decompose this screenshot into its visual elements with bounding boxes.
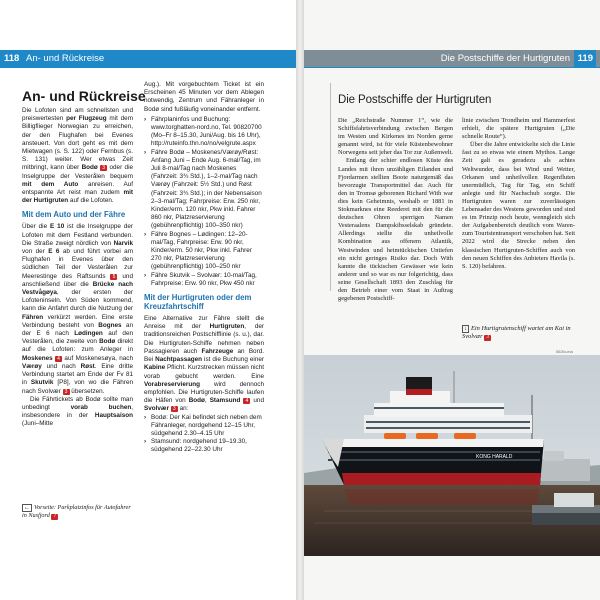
list-item-bodo-kai: › Bodø: Der Kai befindet sich neben dem Fähranleger, nordgehend 12–15 Uhr, südgehend 2.30–4.15 Uhr [144, 413, 262, 437]
caption-arrow-icon: ↓ [464, 326, 467, 332]
right-header-title: Die Postschiffe der Hurtigruten [440, 53, 570, 64]
ticket-paragraph: Die Fährtickets ab Bodø sollte man unbedingt vorab buchen, insbesondere in der Hauptsaison (Juni–Mitte [22, 395, 133, 428]
bullet-arrow-icon: › [144, 271, 147, 279]
bullet-arrow-icon: › [144, 115, 147, 123]
list-item-bodo-moskenes: › Fähre Bodø – Moskenes/Værøy/Røst: Anfang Juni – Ende Aug. 6-mal/Tag, im Juli 8-mal/Tag nach Moskenes (Fahrzeit: 3¾ Std.), 1–2-mal/Tag nach Værøy (Fahrzeit: 5½ Std.) und Røst (Fahrzeit: 3¾ Std.); in der Nebensaison 2–3-mal/Tag; Fahrpreise: Erw. 250 nkr, Kinder/erm. 120 nkr, Pkw inkl. Fahrer 860 nkr, Platzreservierung (gebührenpflichtig) 100–350 nkr) [144, 148, 262, 230]
left-header-title: An- und Rückreise [26, 53, 105, 64]
hurtigruten-paragraph: Eine Alternative zur Fähre stellt die Anreise mit der Hurtigruten, der traditionsreichen Postschifflinie (s. u.), dar. Die Hurtigruten-Schiffe nehmen neben Passagieren auch Fahrzeuge an Bord. Bei Nachtpassagen ist die Buchung einer Kabine Pflicht. Kurzstrecken müssen nicht vorab gebucht werden. Eine Vorabreservierung wird dennoch empfohlen. Die Hurtigruten-Schiffe laufen die Häfen von Bodø, Stamsund 4 und Svolvær 3 an: [144, 315, 264, 413]
photo-credit: 062lo-ma [556, 349, 573, 354]
right-header-rule [304, 67, 600, 68]
infobox-paragraph-1: Die „Reichstraße Nummer 1“, wie die Schiffsfahrtsverbindung zwischen Bergen im Westen und Kirkenes im Norden gerne genannt wird, ist für viele Küstenbewohner Norwegens seit jeher das Tor zur Außenwelt. [338, 117, 453, 157]
subheading-hurtigruten: Mit der Hurtigruten oder dem Kreuzfahrtschiff [144, 293, 252, 312]
infobox-paragraph-2: Entlang der schier endlosen Küste des Landes mit ihren unzähligen Eilanden und Fjordarmen stellten Boote naturgemäß das bevorzugte Transportmittel dar. Auch für den in Tromsø geborenen Richard With war dies kein Geheimnis, weshalb er 1881 in Stokmarknes eine Reederei mit den für die deutschen Ohren sperrigen Namen Vesteraalens Dampskibsselskab gründete. Allerdings stellte die unheilvolle Kombination aus offenem Atlantik, Westwinden und heimtückischen Untiefen ein nicht geringes Risiko dar. Doch With kannte die tückischen Gewässer wie kein anderer und so war es nur folgerichtig, dass seine Gesellschaft 1893 den Zuschlag für den Betrieb einer vom Staat in Auftrag gegebenen Postschiff- [338, 157, 453, 303]
left-page [0, 0, 296, 600]
auto-paragraph: Über die E 10 ist die Inselgruppe der Lofoten mit dem Festland verbunden. Die Straße zweigt nördlich von Narvik von der E 6 ab und führt vorbei am Flughafen in Evenes über den südlichen Teil der Vesterålen zur Meerestinge des Raftsunds 5 und anschließend über die Brücke nach Vestvågøya, der ersten der Lofoteninseln. Von Süden kommend, kann die Anfahrt durch die Nutzung der Fähren verkürzt werden. Eine erste Verbindung besteht von Bognes an der E 6 nach Lødingen auf den Vesterålen, die zweite von Bodø direkt auf die Lofoten: zum Anleger in Moskenes 4 auf Moskenesøya, nach Værøy und nach Røst. Eine dritte Verbindung startet am Ende der Fv 81 in Skutvik [P8], von wo die Fähren nach Svolvær 3 übersetzen. [22, 223, 134, 395]
book-gutter [296, 0, 304, 600]
left-header-rule [0, 67, 296, 68]
map-marker-3: 3 [484, 335, 491, 341]
infobox-column-a [338, 117, 453, 303]
list-item-stamsund: › Stamsund: nordgehend 19–19.30, südgehend 22–22.30 Uhr [144, 438, 247, 454]
subheading-auto-faehre: Mit dem Auto und der Fähre [22, 210, 126, 220]
bullet-arrow-icon: › [144, 148, 147, 156]
bullet-arrow-icon: › [144, 438, 147, 446]
ship-photo [304, 355, 600, 556]
infobox-paragraph-4: Über die Jahre entwickelte sich die Linie fast zu so etwas wie einem Mythos. Lange Zeit galt es geradezu als achtes Weltwunder, dass bei Wind und Wetter, Orkanen und unheilvollen Regenfluten unermüdlich, Tag für Tag, ein Schiff anlegte und für Nachschub sorgte. Die Hurtigruten waren zur zuverlässigen Lebensader des Westens geworden und sind es im Prinzip noch heute, wenngleich sich der Aufgabenbereich deutlich vom Waren- zum Touristentransport verschoben hat. Seit 2022 wird die Strecke neben den klassischen Hurtigruten-Schiffen auch von den neuen Schiffen des Anbieters Havila (s. S. 120) befahren. [462, 141, 575, 270]
ship-illustration [304, 355, 600, 556]
list-item-faehrplan: › Fährplaninfos und Buchung: www.torghatten-nord.no, Tel. 90820700 (Mo–Fr 8–15.30, Juni/Aug. bis 16 Uhr), http://ruteinfo.thn.no/no/velgrute.aspx [144, 115, 262, 148]
intro-paragraph: Die Lofoten sind am schnellsten und preiswertesten per Flugzeug mit dem Billigflieger Norwegian zu erreichen, der den Flughafen bei Evenes ansteuert. Von dort geht es mit dem Mietwagen (s. S. 122) oder Fernbus (s. S. 131) weiter. Wer etwas Zeit mitbringt, kann über Bodø 3 oder die Inselgruppe der Vesterålen bequem mit dem Auto anreisen. Auf entspannte Art reist man zudem mit der Hurtigruten auf die Lofoten. [22, 107, 134, 205]
bullet-arrow-icon: › [144, 230, 147, 238]
ship-name-text: KONG HARALD [476, 454, 513, 460]
left-header-bar [0, 50, 296, 67]
infobox-column-b [462, 117, 575, 271]
infobox-paragraph-3: linie zwischen Trondheim und Hammerfest erhielt, die spätere Hurtigruten („Die schnelle Route“). [462, 117, 575, 141]
list-item-skutvik-svolvaer: › Fähre Skutvik – Svolvær: 10-mal/Tag, Fahrpreise: Erw. 90 nkr, Pkw 450 nkr [144, 271, 257, 287]
bullet-arrow-icon: › [144, 413, 147, 421]
left-column-a [22, 107, 133, 429]
left-page-number: 118 [4, 53, 20, 64]
map-marker-7: 7 [51, 514, 58, 520]
left-page-title: An- und Rückreise [22, 88, 146, 104]
right-header-bar [304, 50, 600, 67]
ticket-continuation: Aug.). Mit vorgebuchtem Ticket ist ein Erscheinen 45 Minuten vor dem Ablegen notwendig, Zentrum und Fähranleger in Bodø sind fußläufig voneinander entfernt. [144, 81, 264, 113]
photo-reference-note: ← Vorseite: Parkplatzinfos für Autofahrer in Nusfjord 7 [22, 504, 131, 519]
right-page-number: 119 [574, 50, 596, 67]
photo-caption: ↓ Ein Hurtigrutenschiff wartet am Kai in Svolvær 3 [462, 325, 571, 341]
infobox-title: Die Postschiffe der Hurtigruten [338, 94, 492, 106]
left-column-b [144, 81, 264, 455]
list-item-bognes-lodingen: › Fähre Bognes – Lødingen: 12–20-mal/Tag, Fahrpreise: Erw. 90 nkr, Kinder/erm. 50 nkr, Pkw inkl. Fahrer 270 nkr, Platzreservierung (gebührenpflichtig) 100–250 nkr [144, 230, 252, 271]
photo-reference-icon: ← [24, 505, 30, 511]
